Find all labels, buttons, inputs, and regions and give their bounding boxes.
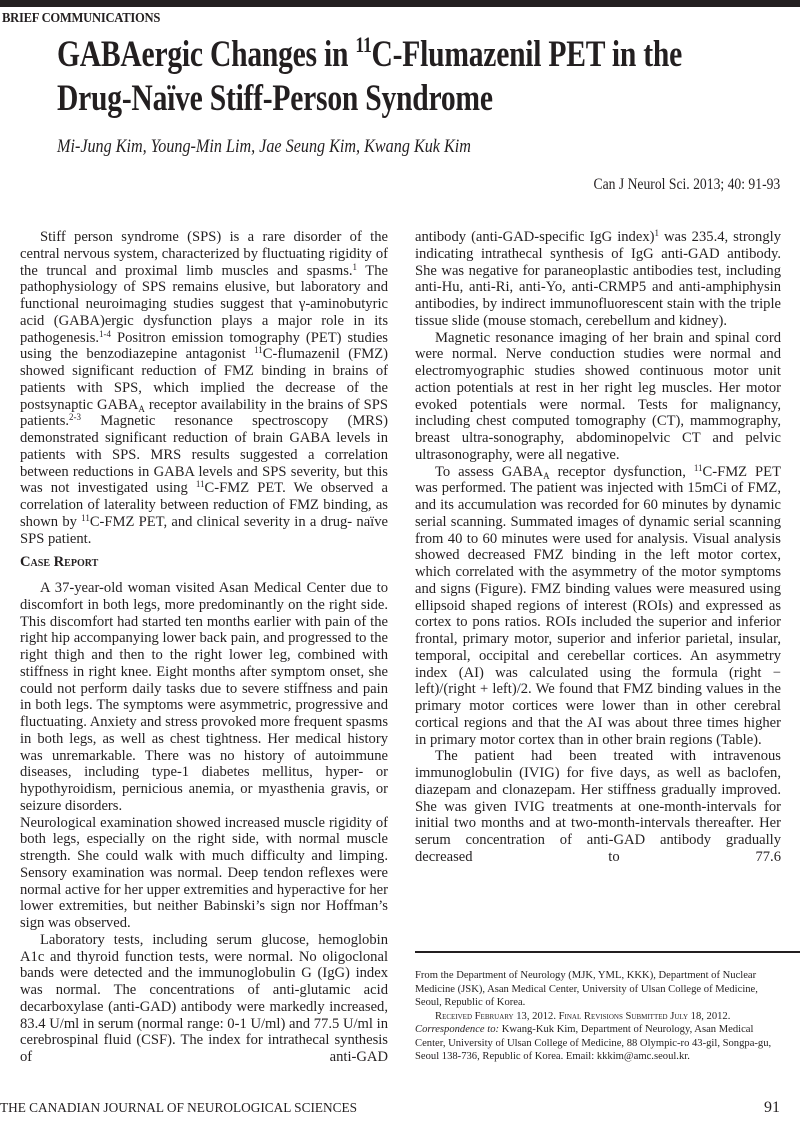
superscript: 11 bbox=[195, 479, 205, 490]
superscript: 1-4 bbox=[99, 328, 112, 339]
text-run: C-FMZ PET. We observed a correlation of laterality between reduction of FMZ binding, as shown by bbox=[20, 480, 388, 530]
text-run: Stiff person syndrome (SPS) is a rare disorder of the central nervous system, characterized by fluctuating rigidity of the truncal and proximal limb muscles and spasms. bbox=[20, 229, 388, 279]
section-label: BRIEF COMMUNICATIONS bbox=[2, 11, 161, 26]
text-run: was 235.4, strongly indicating intrathecal synthesis of IgG anti-GAD antibody. She was negative for paraneoplastic antibodies test, including anti-Hu, anti-Ri, anti-Yo, anti-CRMP5 and anti-amphiphysin antibodies, by indirect immunofluorescent stain with the triple tissue slide (mouse stomach, cerebellum and kidney). bbox=[415, 229, 782, 329]
superscript: 2-3 bbox=[69, 412, 82, 423]
article-title bbox=[57, 33, 777, 121]
subscript: A bbox=[138, 403, 145, 414]
paragraph bbox=[20, 815, 388, 932]
text-run: A 37-year-old woman visited Asan Medical Center due to discomfort in both legs, more predominantly on the right side. This discomfort had started ten months earlier with pain of the right hip accompanying lower back pain, and progressed to the right thigh and then to the right lower leg, combined with stiffness in right knee. Eight months after symptom onset, she could not perform daily tasks due to severe stiffness and pain in both legs. The symptoms were asymmetric, progressive and fluctuating. Anxiety and stress provoked more frequent spasms in both legs, as well as chest tightness. Her medical history was unremarkable. There was no history of autoimmune diseases, including type-1 diabetes mellitus, hyper- or hypothyroidism, pernicious anemia, or myasthenia gravis, or seizure disorders. bbox=[20, 580, 389, 814]
section-heading: Case Report bbox=[20, 554, 99, 571]
footnotes bbox=[415, 969, 785, 1064]
text-run: Magnetic resonance imaging of her brain and spinal cord were normal. Nerve conduction studies were normal and electromyographic studies showed continuous motor unit action potentials at rest in her right leg muscles. Her motor evoked potentials were normal. Tests for malignancy, including chest computed tomography (CT), mammography, breast ultra-sonography, abdominopelvic CT and pelvic ultrasonography, were all negative. bbox=[415, 329, 781, 463]
page-number: 91 bbox=[764, 1099, 780, 1116]
right-column bbox=[415, 229, 781, 866]
text-run: The patient had been treated with intravenous immunoglobulin (IVIG) for five days, as well as baclofen, diazepam and clonazepam. Her stiffness gradually improved. She was given IVIG treatments at one-month-intervals for initial two months and at two-month-intervals thereafter. Her serum concentration of anti-GAD antibody gradually decreased to 77.6 bbox=[415, 748, 781, 865]
paragraph bbox=[20, 932, 388, 1066]
text-run: Neurological examination showed increased muscle rigidity of both legs, especially on the right side, with normal muscle strength. She could walk with much difficulty and limping. Sensory examination was normal. Deep tendon reflexes were normal active for her upper extremities and hyperactive for her lower extremities, but neither Babinski’s sign nor Hoffman’s sign was observed. bbox=[20, 814, 388, 931]
affiliation: From the Department of Neurology (MJK, YML, KKK), Department of Nuclear Medicine (JSK), Asan Medical Center, University of Ulsan College of Medicine, Seoul, Republic of Korea. bbox=[415, 970, 758, 1008]
text-run: C-flumazenil (FMZ) showed significant reduction of FMZ binding in brains of patients with SPS, which implied the decrease of the postsynaptic GABA bbox=[20, 346, 388, 413]
received-dates: Received February 13, 2012. Final Revisions Submitted July 18, 2012. bbox=[435, 1010, 731, 1022]
superscript: 1 bbox=[654, 228, 659, 238]
footer-journal: THE CANADIAN JOURNAL OF NEUROLOGICAL SCIENCES bbox=[0, 1101, 358, 1116]
paragraph-intro bbox=[20, 229, 388, 547]
title-text: GABAergic Changes in bbox=[57, 34, 356, 75]
paragraph bbox=[415, 330, 781, 464]
superscript: 11 bbox=[254, 345, 263, 356]
text-run: C-FMZ PET was performed. The patient was injected with 15mCi of FMZ, and its accumulation was recorded for 60 minutes by dynamic serial scanning. Summated images of dynamic serial scanning from 40 to 60 minutes were used for analysis. Visual analysis showed decreased FMZ binding in the left motor cortex, which correlated with the asymmetry of the motor symptoms and signs (Figure). FMZ binding values were measured using ellipsoid shaped regions of interest (ROIs) and expressed as cortex to pons ratios. ROIs included the superior and inferior frontal, primary motor, superior and inferior parietal, insular, temporal, occipital and cerebellar cortices. An asymmetry index (AI) was calculated using the formula (right − left)/(right + left)/2. We found that FMZ binding values in the primary motor cortices were lower than in other cerebral cortical regions and that the AI was about three times higher in primary motor cortex than in other brain regions (Table). bbox=[415, 463, 781, 748]
paragraph bbox=[415, 748, 781, 865]
text-run: To assess GABA bbox=[435, 463, 544, 480]
text-run: Magnetic resonance spectroscopy (MRS) demonstrated significant reduction of brain GABA levels in patients with SPS. MRS results suggested a correlation between reductions in GABA levels and SPS severity, but this was not investigated using bbox=[20, 413, 388, 497]
superscript: 1 bbox=[352, 261, 358, 272]
title-text: C-Flumazenil PET in the bbox=[371, 34, 683, 75]
paragraph bbox=[415, 229, 781, 330]
correspondence-label: Correspondence to: bbox=[415, 1024, 500, 1035]
text-run: The pathophysiology of SPS remains elusive, but laboratory and functional neuroimaging studies suggest that γ-aminobutyric acid (GABA)ergic dysfunction plays a major role in its pathogenesis. bbox=[20, 262, 388, 346]
correspondence-text: Kwang-Kuk Kim, Department of Neurology, Asan Medical Center, University of Ulsan College of Medicine, 88 Olympic-ro 43-gil, Songpa-gu, Seoul 138-736, Republic of Korea. Email: kkkim@amc.seoul.kr. bbox=[415, 1024, 772, 1062]
header-rule bbox=[0, 0, 800, 7]
text-run: antibody (anti-GAD-specific IgG index) bbox=[415, 229, 655, 245]
text-run: Laboratory tests, including serum glucose, hemoglobin A1c and thyroid function tests, were normal. No oligoclonal bands were detected and the immunoglobulin G (IgG) index was normal. The concentrations of anti-glutamic acid decarboxylase (anti-GAD) antibody were markedly increased, 83.4 U/ml in serum (normal range: 0-1 U/ml) and 77.5 U/ml in cerebrospinal fluid (CSF). The index for intrathecal synthesis of anti-GAD bbox=[20, 931, 388, 1065]
footnote-rule bbox=[415, 951, 800, 953]
left-column bbox=[20, 229, 388, 1066]
superscript: 11 bbox=[81, 512, 90, 523]
citation: Can J Neurol Sci. 2013; 40: 91-93 bbox=[593, 176, 780, 193]
title-line-2: Drug-Naïve Stiff-Person Syndrome bbox=[57, 78, 493, 119]
superscript: 11 bbox=[693, 462, 703, 473]
subscript: A bbox=[543, 470, 550, 481]
title-superscript: 11 bbox=[355, 32, 372, 57]
authors: Mi-Jung Kim, Young-Min Lim, Jae Seung Kim, Kwang Kuk Kim bbox=[57, 136, 471, 157]
text-run: Positron emission tomography (PET) studies using the benzodiazepine antagonist bbox=[20, 329, 388, 363]
paragraph bbox=[20, 580, 388, 815]
paragraph bbox=[415, 464, 781, 749]
text-run: receptor availability in the brains of SPS patients. bbox=[20, 396, 389, 430]
text-run: C-FMZ PET, and clinical severity in a drug- naïve SPS patient. bbox=[20, 513, 388, 547]
text-run: receptor dysfunction, bbox=[549, 463, 694, 480]
correspondence bbox=[415, 1023, 785, 1064]
